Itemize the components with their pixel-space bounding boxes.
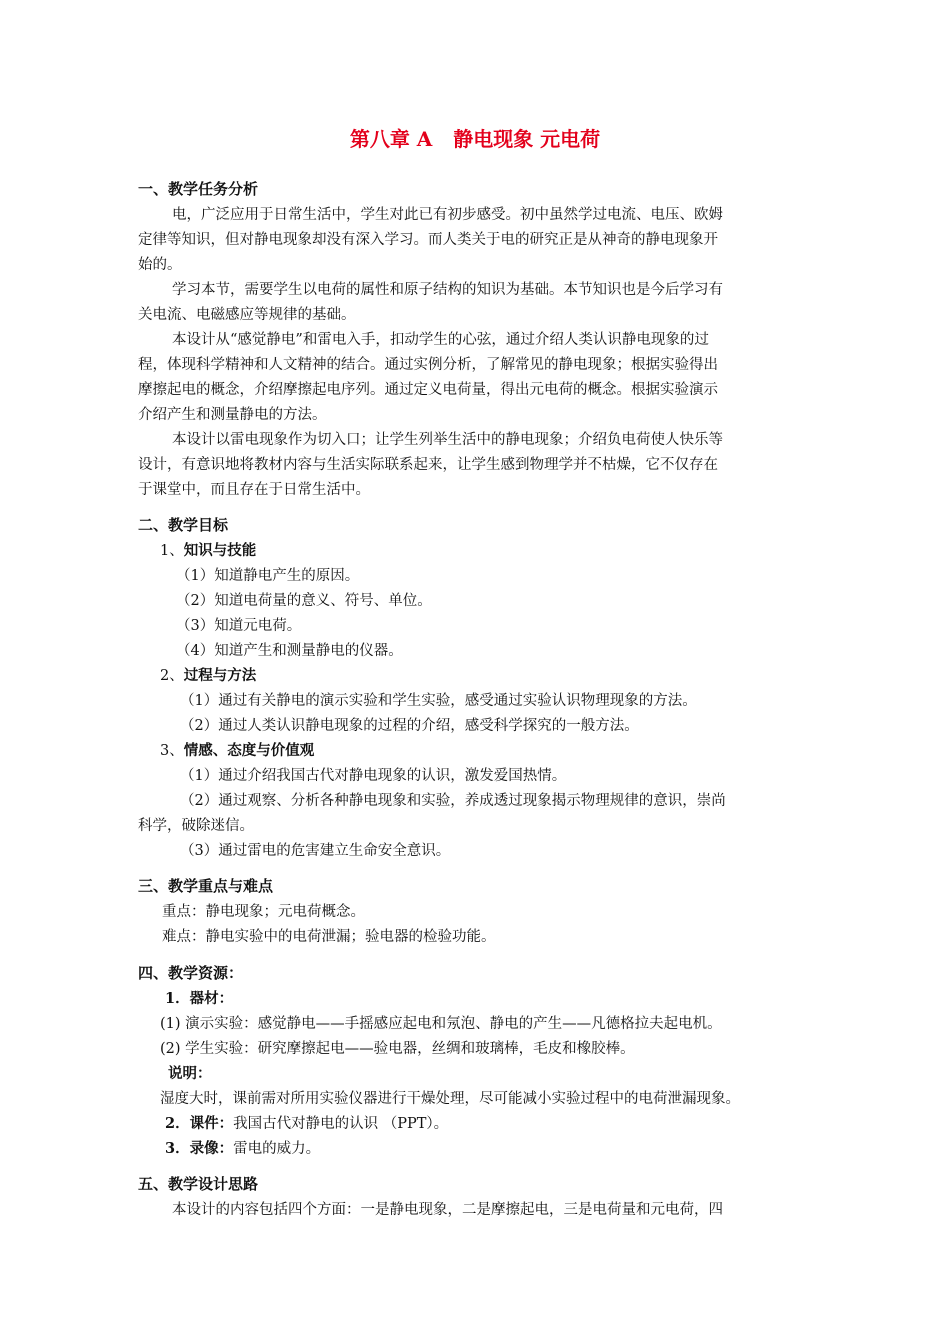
section-heading-3: 三、教学重点与难点 <box>138 877 274 895</box>
note-text: 湿度大时，课前需对所用实验仪器进行干燥处理，尽可能减小实验过程中的电荷泄漏现象。 <box>160 1091 740 1107</box>
list-item: （1）通过介绍我国古代对静电现象的认识，激发爱国热情。 <box>180 768 567 784</box>
objective-group-1 <box>160 539 256 560</box>
group-label: 过程与方法 <box>183 667 257 684</box>
key-point: 重点：静电现象；元电荷概念。 <box>162 904 365 920</box>
section-heading-2: 二、教学目标 <box>138 516 229 534</box>
paragraph-line: 介绍产生和测量静电的方法。 <box>138 407 327 423</box>
equipment-item: (2) 学生实验：研究摩擦起电——验电器，丝绸和玻璃棒，毛皮和橡胶棒。 <box>160 1041 635 1057</box>
group-label: 知识与技能 <box>183 542 257 559</box>
paragraph-line: 定律等知识，但对静电现象却没有深入学习。而人类关于电的研究正是从神奇的静电现象开 <box>138 232 718 248</box>
resource-label: 录像： <box>189 1140 234 1157</box>
list-item: （2）知道电荷量的意义、符号、单位。 <box>176 593 432 609</box>
resource-number: 2． <box>165 1115 190 1132</box>
paragraph-line: 程，体现科学精神和人文精神的结合。通过实例分析，了解常见的静电现象；根据实验得出 <box>138 357 718 373</box>
page-title: 第八章 A 静电现象 元电荷 <box>349 127 601 151</box>
resource-label: 课件： <box>189 1115 234 1132</box>
list-item: （1）通过有关静电的演示实验和学生实验，感受通过实验认识物理现象的方法。 <box>180 693 697 709</box>
group-label: 情感、态度与价值观 <box>183 742 315 759</box>
resource-courseware <box>165 1112 448 1133</box>
paragraph-line: 关电流、电磁感应等规律的基础。 <box>138 307 356 323</box>
paragraph-line: 电，广泛应用于日常生活中，学生对此已有初步感受。初中虽然学过电流、电压、欧姆 <box>172 207 723 223</box>
objective-group-2 <box>160 664 256 685</box>
list-item: （4）知道产生和测量静电的仪器。 <box>176 643 403 659</box>
note-label: 说明： <box>168 1065 212 1082</box>
list-item: （1）知道静电产生的原因。 <box>176 568 360 584</box>
list-item: （3）知道元电荷。 <box>176 618 302 634</box>
resource-number: 3． <box>165 1140 190 1157</box>
resource-equipment <box>165 987 233 1008</box>
section-heading-4: 四、教学资源： <box>138 964 244 982</box>
resource-text: 雷电的威力。 <box>233 1141 321 1157</box>
paragraph-line: 本设计的内容包括四个方面：一是静电现象，二是摩擦起电，三是电荷量和元电荷，四 <box>172 1202 723 1218</box>
list-item: （2）通过人类认识静电现象的过程的介绍，感受科学探究的一般方法。 <box>180 718 639 734</box>
list-item: （3）通过雷电的危害建立生命安全意识。 <box>180 843 451 859</box>
paragraph-line: 设计，有意识地将教材内容与生活实际联系起来，让学生感到物理学并不枯燥，它不仅存在 <box>138 457 718 473</box>
paragraph-line: 本设计从“感觉静电”和雷电入手，扣动学生的心弦，通过介绍人类认识静电现象的过 <box>172 332 709 348</box>
group-number: 1、 <box>160 543 184 559</box>
paragraph-line: 始的。 <box>138 257 182 273</box>
paragraph-line: 于课堂中，而且存在于日常生活中。 <box>138 482 370 498</box>
list-item-continued: 科学，破除迷信。 <box>138 818 254 834</box>
resource-label: 器材： <box>189 990 234 1007</box>
difficult-point: 难点：静电实验中的电荷泄漏；验电器的检验功能。 <box>162 929 496 945</box>
section-heading-1: 一、教学任务分析 <box>138 180 259 198</box>
resource-video <box>165 1137 320 1158</box>
list-item: （2）通过观察、分析各种静电现象和实验，养成透过现象揭示物理规律的意识，崇尚 <box>180 793 726 809</box>
group-number: 2、 <box>160 668 184 684</box>
resource-text: 我国古代对静电的认识 （PPT）。 <box>233 1116 449 1132</box>
paragraph-line: 摩擦起电的概念，介绍摩擦起电序列。通过定义电荷量，得出元电荷的概念。根据实验演示 <box>138 382 718 398</box>
resource-number: 1． <box>165 990 190 1007</box>
section-heading-5: 五、教学设计思路 <box>138 1175 259 1193</box>
paragraph-line: 学习本节，需要学生以电荷的属性和原子结构的知识为基础。本节知识也是今后学习有 <box>172 282 723 298</box>
group-number: 3、 <box>160 743 184 759</box>
equipment-item: (1) 演示实验：感觉静电——手摇感应起电和氖泡、静电的产生——凡德格拉夫起电机。 <box>160 1016 722 1032</box>
objective-group-3 <box>160 739 314 760</box>
paragraph-line: 本设计以雷电现象作为切入口；让学生列举生活中的静电现象；介绍负电荷使人快乐等 <box>172 432 723 448</box>
